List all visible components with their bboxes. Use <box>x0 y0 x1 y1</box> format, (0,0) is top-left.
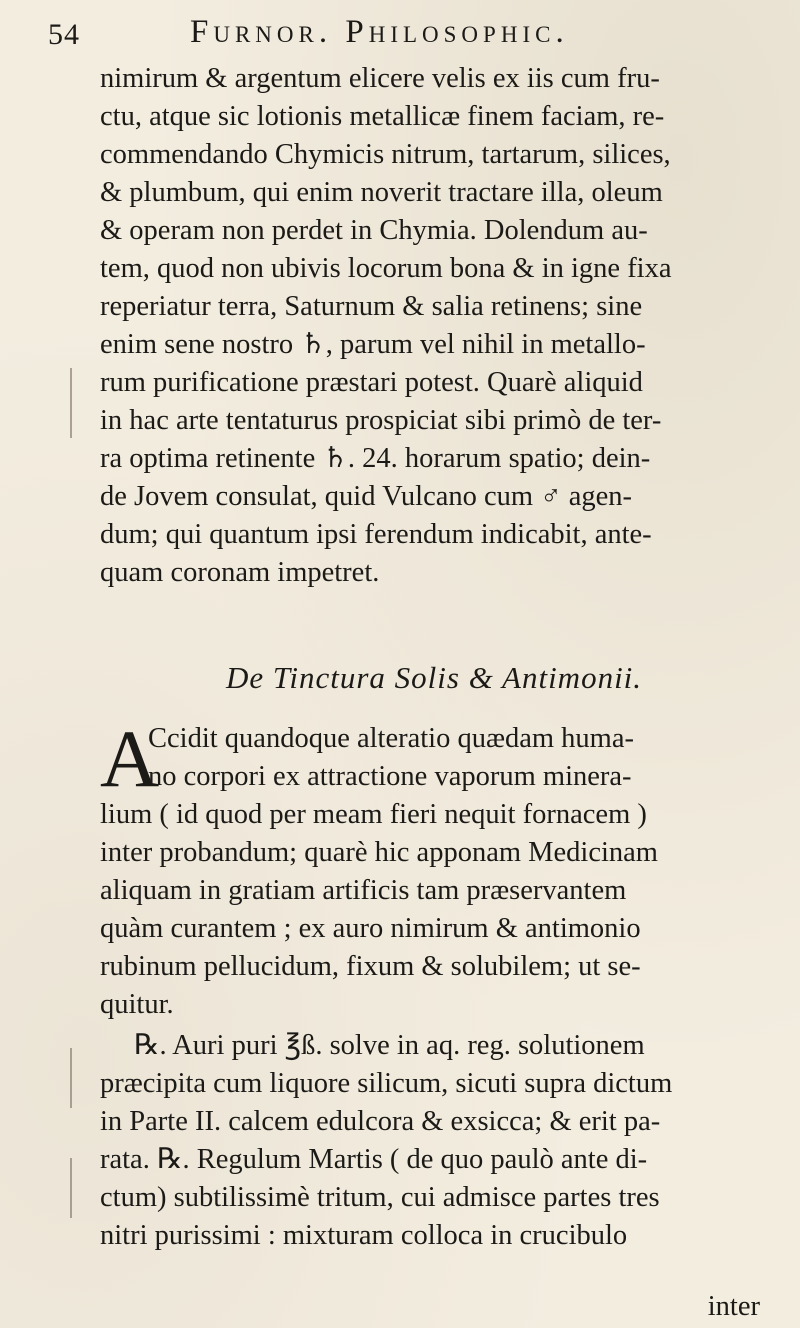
text-line: in hac arte tentaturus prospiciat sibi primò de ter- <box>100 405 662 436</box>
margin-rule-mark <box>70 1158 72 1218</box>
text-line: reperiatur terra, Saturnum & salia retinens; sine <box>100 291 643 322</box>
text-line: commendando Chymicis nitrum, tartarum, silices, <box>100 139 671 170</box>
text-line: rata. ℞. Regulum Martis ( de quo paulò ante di- <box>100 1144 648 1175</box>
text-line: quam coronam impetret. <box>100 557 380 588</box>
text-line: quàm curantem ; ex auro nimirum & antimonio <box>100 913 641 944</box>
text-line: quitur. <box>100 989 174 1020</box>
text-line: inter probandum; quarè hic apponam Medicinam <box>100 837 658 868</box>
text-line: lium ( id quod per meam fieri nequit fornacem ) <box>100 799 647 830</box>
margin-rule-mark <box>70 1048 72 1108</box>
text-line: rum purificatione præstari potest. Quarè aliquid <box>100 367 643 398</box>
text-line: enim sene nostro ♄, parum vel nihil in metallo- <box>100 329 646 360</box>
margin-rule-mark <box>70 368 72 438</box>
paragraph-1 <box>100 60 768 592</box>
text-line: nimirum & argentum elicere velis ex iis cum fru- <box>100 63 660 94</box>
text-line: de Jovem consulat, quid Vulcano cum ♂ agen- <box>100 481 633 512</box>
text-line: ctu, atque sic lotionis metallicæ finem faciam, re- <box>100 101 665 132</box>
page-number: 54 <box>48 18 80 51</box>
drop-cap: A <box>100 713 160 804</box>
text-line: rubinum pellucidum, fixum & solubilem; ut se- <box>100 951 641 982</box>
section-heading: De Tinctura Solis & Antimonii. <box>225 660 643 695</box>
text-line: præcipita cum liquore silicum, sicuti supra dictum <box>100 1068 673 1099</box>
text-line: nitri purissimi : mixturam colloca in crucibulo <box>100 1220 628 1251</box>
running-head: Furnor. Philosophic. <box>190 14 569 50</box>
text-line: ra optima retinente ♄. 24. horarum spatio; dein- <box>100 443 651 474</box>
paragraph-3 <box>100 1027 768 1255</box>
text-line: ctum) subtilissimè tritum, cui admisce partes tres <box>100 1182 660 1213</box>
page-header <box>48 12 748 54</box>
text-line: in Parte II. calcem edulcora & exsicca; & erit pa- <box>100 1106 661 1137</box>
text-line: & operam non perdet in Chymia. Dolendum au- <box>100 215 648 246</box>
text-line: dum; qui quantum ipsi ferendum indicabit, ante- <box>100 519 652 550</box>
text-line: tem, quod non ubivis locorum bona & in igne fixa <box>100 253 672 284</box>
catchword: inter <box>707 1291 760 1322</box>
text-line-content: Ccidit quandoque alteratio quædam huma- <box>148 723 634 754</box>
text-line: no corpori ex attractione vaporum minera- <box>148 761 632 792</box>
text-line: aliquam in gratiam artificis tam præservantem <box>100 875 627 906</box>
paragraph-2 <box>100 713 768 1024</box>
text-line: & plumbum, qui enim noverit tractare illa, oleum <box>100 177 663 208</box>
text-line: ℞. Auri puri ℥ß. solve in aq. reg. solutionem <box>134 1030 645 1061</box>
